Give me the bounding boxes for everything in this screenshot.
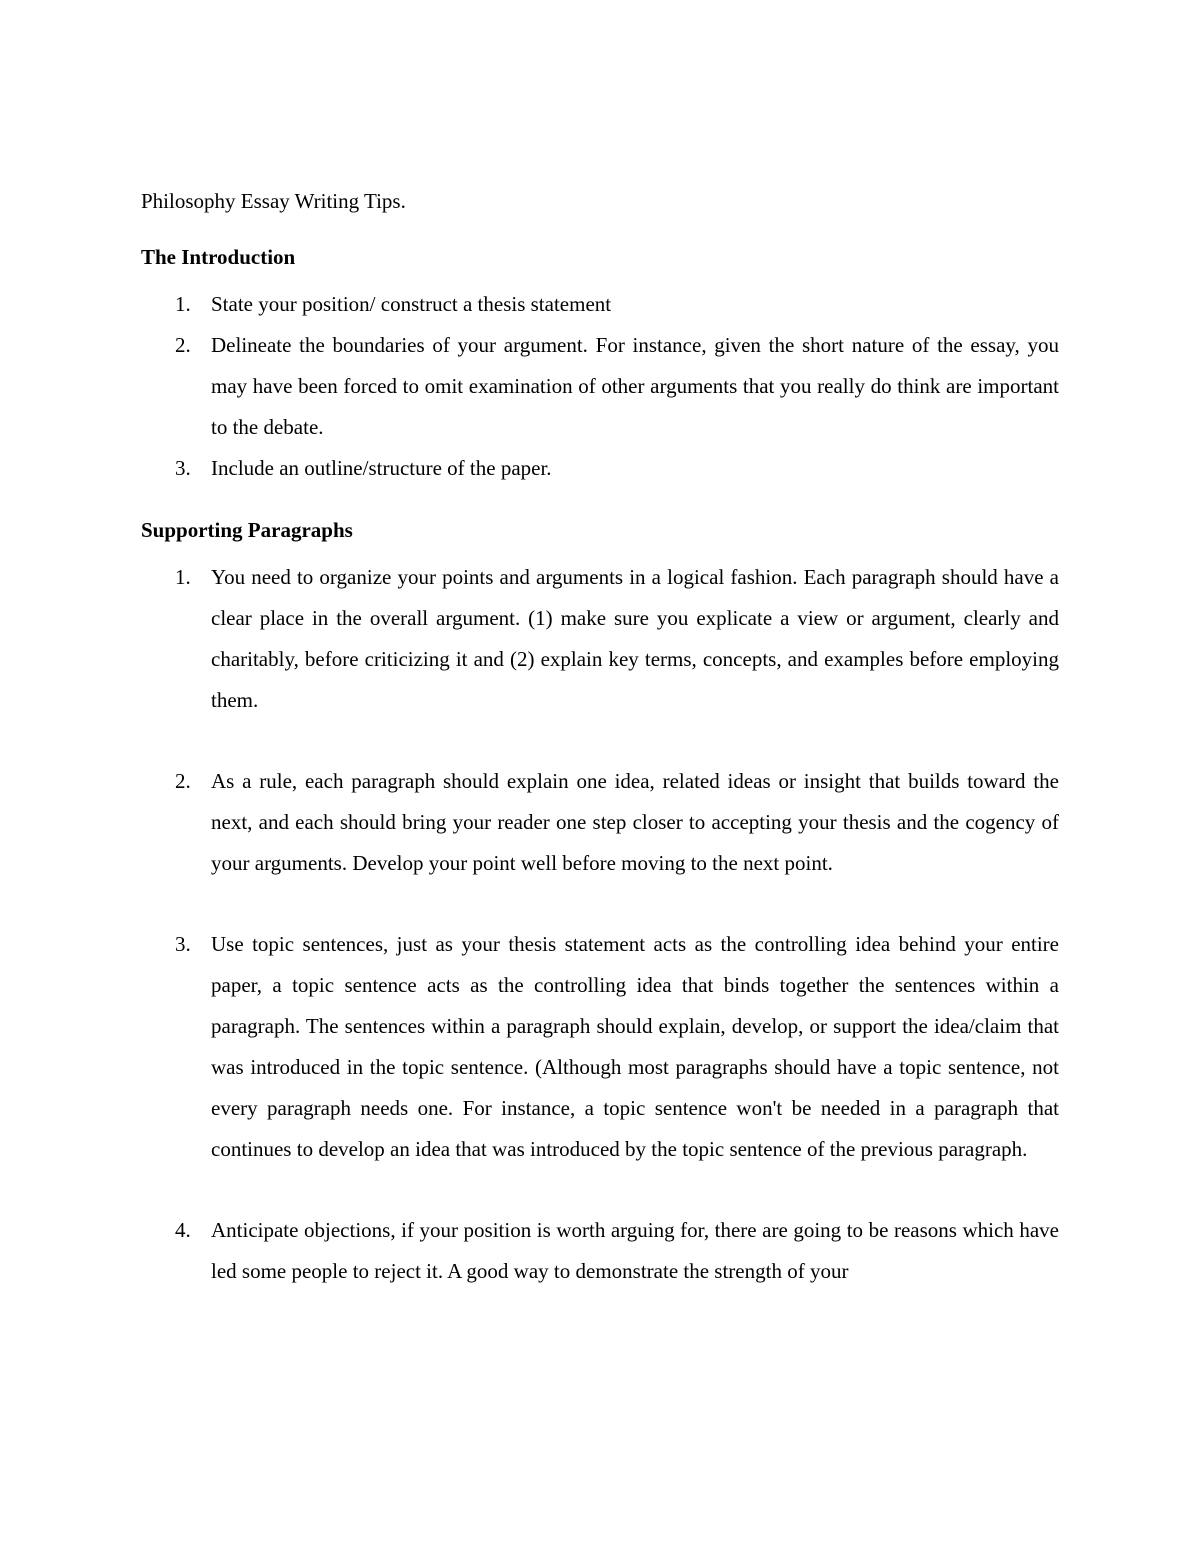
list-item-text: Anticipate objections, if your position is worth arguing for, there are going to be reasons which have led some people to reject it. A good way to demonstrate the strength of your <box>211 1218 1059 1283</box>
introduction-list <box>141 284 1059 489</box>
list-item-number: 1. <box>175 565 191 589</box>
list-item-number: 2. <box>175 333 191 357</box>
list-item-text: State your position/ construct a thesis statement <box>211 292 612 316</box>
list-item <box>141 325 1059 448</box>
list-item-number: 4. <box>175 1218 191 1242</box>
list-item-text: Use topic sentences, just as your thesis statement acts as the controlling idea behind your entire paper, a topic sentence acts as the controlling idea that binds together the sentences within a paragraph. The sentences within a paragraph should explain, develop, or support the idea/claim that was introduced in the topic sentence. (Although most paragraphs should have a topic sentence, not every paragraph needs one. For instance, a topic sentence won't be needed in a paragraph that continues to develop an idea that was introduced by the topic sentence of the previous paragraph. <box>211 932 1059 1161</box>
section-heading-supporting-paragraphs: Supporting Paragraphs <box>141 518 353 542</box>
list-item-text: Include an outline/structure of the paper. <box>211 456 552 480</box>
list-item <box>141 761 1059 884</box>
list-item <box>141 1210 1059 1292</box>
list-item-number: 3. <box>175 456 191 480</box>
document-title: Philosophy Essay Writing Tips. <box>141 189 406 213</box>
document-body <box>141 186 1059 1292</box>
list-item <box>141 924 1059 1170</box>
list-item <box>141 557 1059 721</box>
list-item-text: Delineate the boundaries of your argument. For instance, given the short nature of the essay, you may have been forced to omit examination of other arguments that you really do think are important to the debate. <box>211 333 1059 439</box>
supporting-paragraphs-list <box>141 557 1059 1292</box>
list-item-text: As a rule, each paragraph should explain one idea, related ideas or insight that builds toward the next, and each should bring your reader one step closer to accepting your thesis and the cogency of your arguments. Develop your point well before moving to the next point. <box>211 769 1059 875</box>
list-item <box>141 284 1059 325</box>
list-item-number: 2. <box>175 769 191 793</box>
section-heading-introduction: The Introduction <box>141 245 296 269</box>
list-item-number: 3. <box>175 932 191 956</box>
list-item-number: 1. <box>175 292 191 316</box>
list-item-text: You need to organize your points and arguments in a logical fashion. Each paragraph should have a clear place in the overall argument. (1) make sure you explicate a view or argument, clearly and charitably, before criticizing it and (2) explain key terms, concepts, and examples before employing them. <box>211 565 1059 712</box>
list-item <box>141 448 1059 489</box>
